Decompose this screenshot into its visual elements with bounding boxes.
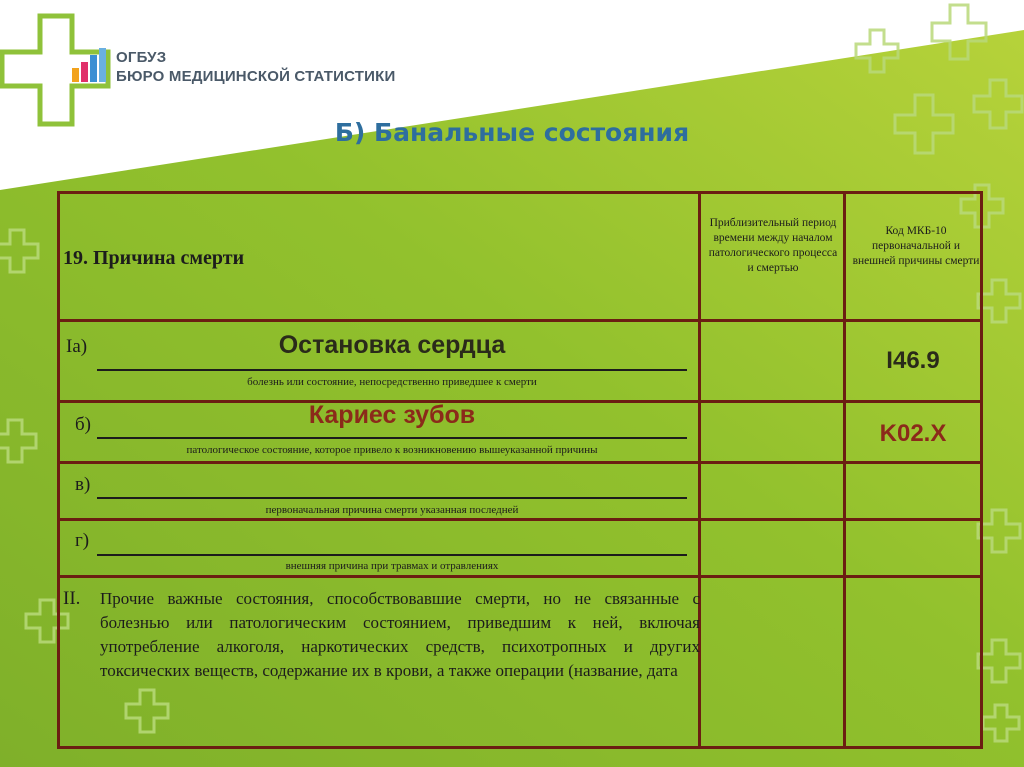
entry-line [97,437,687,439]
entry-line [97,369,687,371]
entry-line [97,497,687,499]
org-line-2: БЮРО МЕДИЦИНСКОЙ СТАТИСТИКИ [116,68,396,85]
icd-code-b[interactable]: K02.X [879,420,947,447]
org-line-1: ОГБУЗ [116,49,167,66]
hint-b: патологическое состояние, которое привело к возникновению вышеуказанной причины [186,444,598,456]
row-label-v: в) [75,474,91,495]
slide-title: Б) Банальные состояния [334,118,690,147]
hint-ia: болезнь или состояние, непосредственно приведшее к смерти [247,376,537,388]
cause-entry-ia[interactable]: Остановка сердца [278,331,506,359]
row-label-ia: Iа) [66,336,88,357]
death-certificate-form [57,191,983,749]
logo-cross-icon [0,0,130,135]
entry-line [97,554,687,556]
cause-entry-b[interactable]: Кариес зубов [308,401,476,429]
other-conditions-text: Прочие важные состояния, способствовавшие смерти, но не связанные с болезнью или патологическим состоянием, приведшим к ней, включая употребление алкоголя, наркотических средств, психотропных и других токсических веществ, содержание их в крови, а также операции (название, дата [100,589,700,680]
row-divider [60,319,980,322]
icd-code-ia[interactable]: I46.9 [886,347,940,374]
hint-g: внешняя причина при травмах и отравлениях [285,560,499,572]
row-divider [60,461,980,464]
hint-v: первоначальная причина смерти указанная последней [265,504,519,516]
cause-of-death-heading: 19. Причина смерти [63,247,245,269]
column-divider [843,194,846,746]
row-label-ii: II. [63,588,81,609]
row-label-g: г) [75,530,90,551]
row-divider [60,518,980,521]
row-divider [60,575,980,578]
period-column-header: Приблизительный период времени между началом патологического процесса и смертью [708,217,838,274]
code-column-header: Код МКБ-10 первоначальной и внешней причины смерти [852,225,980,267]
organization-name [116,48,395,86]
row-label-b: б) [75,414,91,435]
